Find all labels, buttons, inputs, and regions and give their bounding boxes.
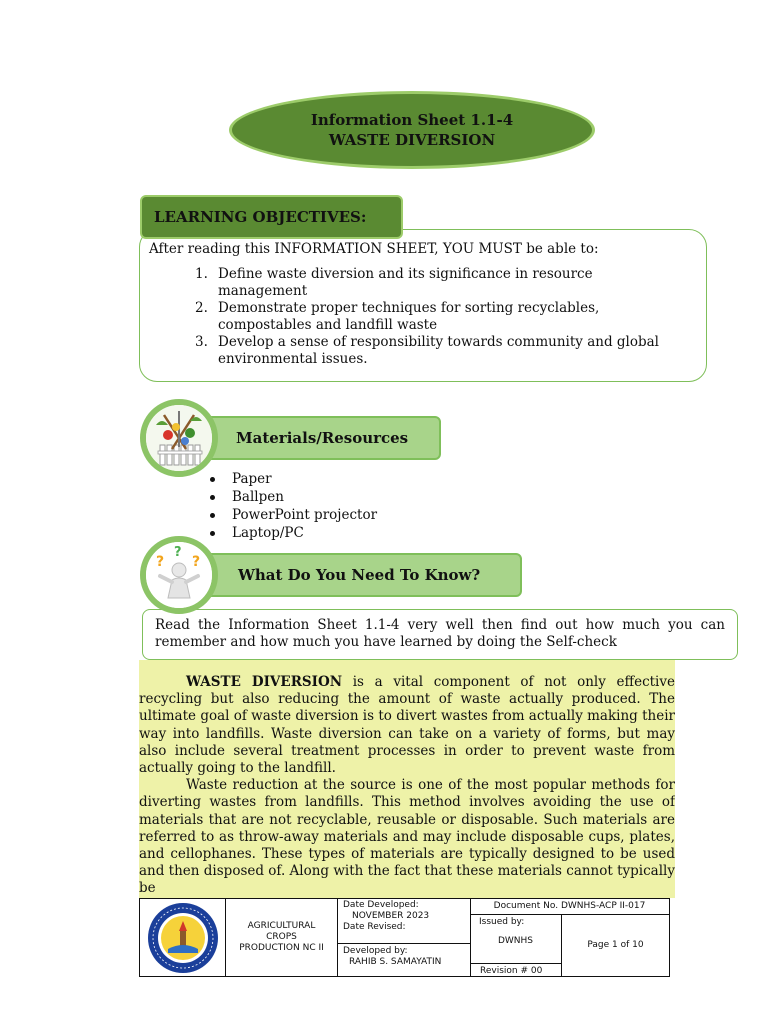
materials-list (210, 470, 377, 542)
program-cell: AGRICULTURAL CROPS PRODUCTION NC II (239, 921, 324, 953)
page-number: Page 1 of 10 (587, 940, 644, 950)
objective-item: 2. Demonstrate proper techniques for sorting recyclables, compostables and landfill waste (195, 300, 600, 333)
person-question-icon (140, 536, 218, 614)
list-item: PowerPoint projector (210, 506, 377, 524)
date-developed: Date Developed: NOVEMBER 2023 Date Revised: (343, 900, 430, 932)
title-oval (229, 91, 595, 169)
learning-objectives-intro: After reading this INFORMATION SHEET, YOU MUST be able to: (149, 241, 599, 257)
title-line-1: Information Sheet 1.1-4 (310, 111, 514, 129)
title-line-2: WASTE DIVERSION (328, 131, 496, 149)
svg-text:?: ? (192, 554, 201, 570)
svg-text:?: ? (174, 545, 182, 560)
learning-objectives-heading: LEARNING OBJECTIVES: (140, 195, 403, 239)
document-footer (139, 898, 670, 977)
revision-number: Revision # 00 (480, 966, 543, 976)
paragraph-1: WASTE DIVERSION is a vital component of not only effective recycling but also reducing the amount of waste actually produced. The ultimate goal of waste diversion is to divert wastes from actually making their way into landfills. Waste diversion can take on a variety of forms, but may also include several treatment processes in order to prevent waste from actually going to the landfill. (139, 674, 675, 777)
objective-item: 3. Develop a sense of responsibility towards community and global environmental issues. (195, 334, 659, 367)
developed-by: Developed by: RAHIB S. SAMAYATIN (343, 946, 442, 967)
materials-heading: Materials/Resources (196, 416, 441, 460)
instruction-box: Read the Information Sheet 1.1-4 very well then find out how much you can remember and how much you have learned by doing the Self-check (142, 609, 738, 660)
list-item: Paper (210, 470, 377, 488)
list-item: Ballpen (210, 488, 377, 506)
learning-objectives-list (190, 266, 660, 368)
issued-by-value: DWNHS (497, 936, 534, 946)
objective-item: 1. Define waste diversion and its significance in resource management (195, 266, 593, 299)
issued-by-label: Issued by: (479, 917, 525, 927)
need-to-know-heading: What Do You Need To Know? (196, 553, 522, 597)
svg-text:?: ? (156, 554, 165, 570)
document-number: Document No. DWNHS-ACP II-017 (493, 901, 646, 911)
list-item: Laptop/PC (210, 524, 377, 542)
paragraph-2: Waste reduction at the source is one of the most popular methods for diverting wastes from landfills. This method involves avoiding the use of materials that are not recyclable, reusable or disposable. Such materials are referred to as throw-away materials and may include disposable cups, plates, and cellophanes. These types of materials are typically designed to be used and then disposed of. Along with the fact that these materials cannot typically be (139, 777, 675, 897)
garden-tools-icon (140, 399, 218, 477)
body-text (139, 660, 675, 898)
school-seal-icon (146, 901, 220, 975)
learning-objectives-box (139, 229, 707, 382)
paragraph-lead: WASTE DIVERSION (186, 674, 343, 690)
